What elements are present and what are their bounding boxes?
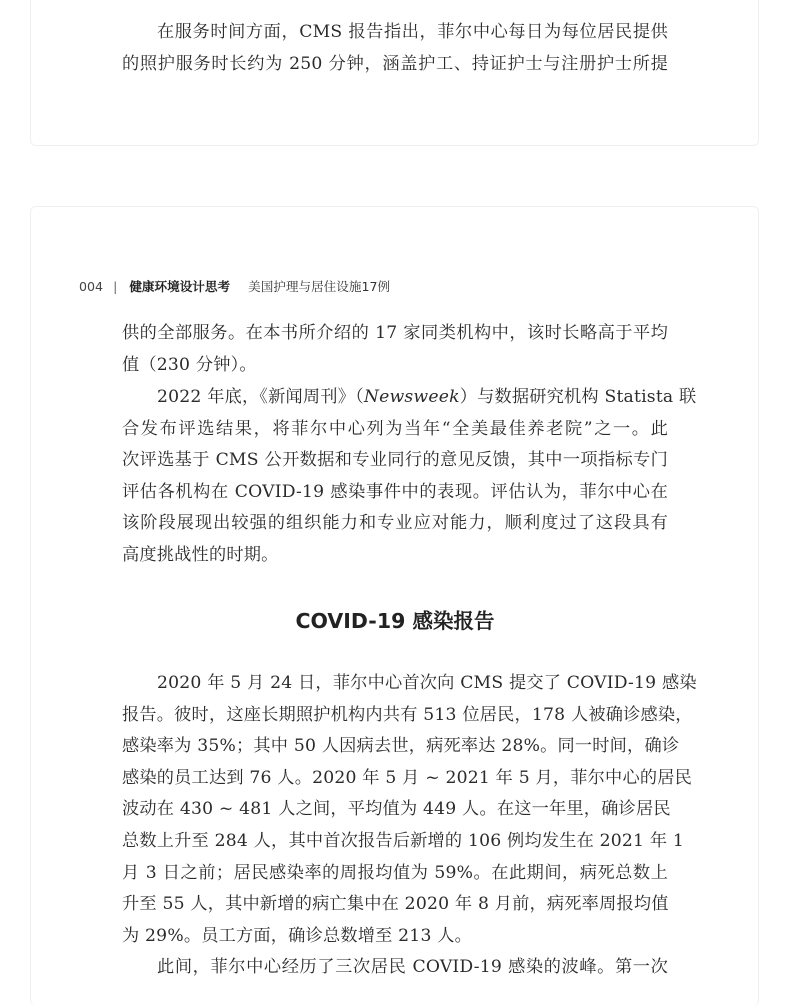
text-line: 总数上升至 284 人，其中首次报告后新增的 106 例均发生在 2021 年 1 xyxy=(122,830,685,851)
paragraph-waves xyxy=(122,952,668,984)
text-line: 高度挑战性的时期。 xyxy=(122,544,279,565)
text-line: 该阶段展现出较强的组织能力和专业应对能力，顺利度过了这段具有 xyxy=(122,513,668,534)
text-line: 升至 55 人，其中新增的病亡集中在 2020 年 8 月前，病死率周报均值 xyxy=(122,894,669,915)
header-separator: | xyxy=(113,279,118,294)
text-line: 供的全部服务。在本书所介绍的 17 家同类机构中，该时长略高于平均 xyxy=(122,323,668,343)
paragraph-newsweek xyxy=(122,382,697,572)
publication-name: Newsweek xyxy=(363,387,460,407)
paragraph-covid-report xyxy=(122,668,697,952)
previous-page-paragraph xyxy=(122,17,668,80)
book-subtitle: 美国护理与居住设施17例 xyxy=(248,279,391,294)
running-header xyxy=(79,276,390,295)
text-line: 在服务时间方面，CMS 报告指出，菲尔中心每日为每位居民提供 xyxy=(157,22,668,42)
paragraph-continuation xyxy=(122,318,668,381)
text-line: 波动在 430 ~ 481 人之间，平均值为 449 人。在这一年里，确诊居民 xyxy=(122,799,671,820)
text-line: 的照护服务时长约为 250 分钟，涵盖护工、持证护士与注册护士所提 xyxy=(122,53,668,74)
text-line: 感染的员工达到 76 人。2020 年 5 月 ~ 2021 年 5 月，菲尔中心的居民 xyxy=(122,767,692,788)
text-line: 次评选基于 CMS 公开数据和专业同行的意见反馈，其中一项指标专门 xyxy=(122,450,668,471)
book-title: 健康环境设计思考 xyxy=(129,279,231,294)
text-line: 评估各机构在 COVID-19 感染事件中的表现。评估认为，菲尔中心在 xyxy=(122,481,668,502)
page-number: 004 xyxy=(79,279,104,294)
text-line: 为 29%。员工方面，确诊总数增至 213 人。 xyxy=(122,925,473,946)
text-line: 报告。彼时，这座长期照护机构内共有 513 位居民，178 人被确诊感染， xyxy=(122,704,693,725)
text-line: 合发布评选结果，将菲尔中心列为当年“全美最佳养老院”之一。此 xyxy=(122,418,668,439)
text-run: ）与数据研究机构 Statista 联 xyxy=(459,387,697,407)
text-line xyxy=(122,382,697,414)
text-line: 此间，菲尔中心经历了三次居民 COVID-19 感染的波峰。第一次 xyxy=(157,957,668,977)
text-line: 值（230 分钟）。 xyxy=(122,354,257,375)
text-line: 月 3 日之前；居民感染率的周报均值为 59%。在此期间，病死总数上 xyxy=(122,862,668,883)
section-heading: COVID-19 感染报告 xyxy=(295,609,495,633)
text-run: 2022 年底，《新闻周刊》（ xyxy=(157,387,364,407)
text-line: 2020 年 5 月 24 日，菲尔中心首次向 CMS 提交了 COVID-19 感染 xyxy=(157,673,697,693)
text-line: 感染率为 35%；其中 50 人因病去世，病死率达 28%。同一时间，确诊 xyxy=(122,736,680,757)
